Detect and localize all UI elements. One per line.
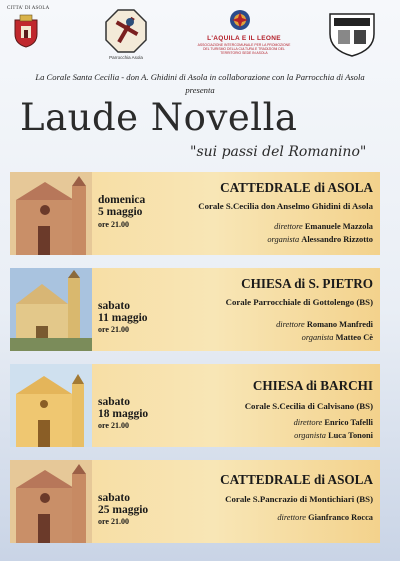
event-organist: organista Luca Tononi (294, 431, 373, 440)
event-choir: Corale Parrocchiale di Gottolengo (BS) (225, 297, 373, 307)
event-subtitle: "sui passi del Romanino" (190, 144, 367, 160)
event-venue: CHIESA di S. PIETRO (241, 276, 373, 291)
event-choir: Corale S.Cecilia don Anselmo Ghidini di Asola (198, 201, 373, 211)
cathedral-photo-icon (10, 172, 92, 255)
aquila-leone-logo-icon (228, 8, 252, 34)
event-card (10, 460, 380, 543)
event-card (10, 268, 380, 351)
event-choir: Corale S.Pancrazio di Montichiari (BS) (225, 494, 373, 504)
presenta-line: presenta (185, 85, 215, 95)
church-photo-icon (10, 364, 92, 447)
municipal-crest-icon (326, 10, 378, 58)
event-choir: Corale S.Cecilia di Calvisano (BS) (244, 401, 373, 411)
event-venue: CATTEDRALE di ASOLA (220, 472, 373, 487)
event-venue: CATTEDRALE di ASOLA (220, 180, 373, 195)
event-date: sabato 18 maggio (98, 396, 149, 420)
event-organist: organista Alessandro Rizzotto (267, 235, 373, 244)
parrocchia-logo-icon (104, 8, 148, 54)
aquila-subtitle: ASSOCIAZIONE INTERCOMUNALE PER LA PROMOZIONE DEL TURISMO DELLA CULTURA E TRADIZIONI DEL TERRITORIO SEDE IN ASOLA (197, 43, 291, 55)
event-venue: CHIESA di BARCHI (252, 378, 373, 393)
parrocchia-label: Parrocchia Asola (109, 55, 143, 60)
event-time: ore 21.00 (98, 220, 129, 229)
city-label: CITTA' DI ASOLA (7, 6, 50, 11)
event-organist: organista Matteo Cè (301, 333, 373, 342)
event-time: ore 21.00 (98, 517, 129, 526)
event-date: sabato 25 maggio (98, 492, 149, 516)
church-photo-icon (10, 268, 92, 351)
asola-crest-icon (12, 14, 40, 48)
event-date: domenica 5 maggio (98, 194, 146, 218)
event-director: direttore Emanuele Mazzola (274, 222, 373, 231)
event-director: direttore Romano Manfredi (276, 320, 373, 329)
event-date: sabato 11 maggio (98, 300, 148, 324)
aquila-title: L'AQUILA E IL LEONE (207, 35, 281, 42)
event-title: Laude Novella (20, 96, 298, 139)
event-time: ore 21.00 (98, 325, 129, 334)
event-director: direttore Enrico Tafelli (293, 418, 373, 427)
event-time: ore 21.00 (98, 421, 129, 430)
event-card (10, 364, 380, 447)
event-card (10, 172, 380, 255)
presenters-line: La Corale Santa Cecilia - don A. Ghidini di Asola in collaborazione con la Parrocchia di Asola (35, 72, 365, 82)
cathedral-photo-icon (10, 460, 92, 543)
event-director: direttore Gianfranco Rocca (277, 513, 373, 522)
